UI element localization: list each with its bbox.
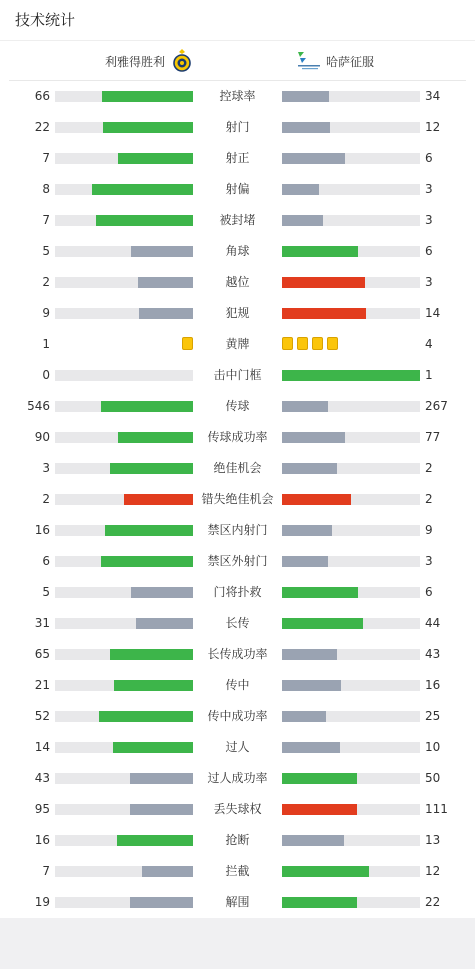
away-value: 6 bbox=[425, 585, 433, 599]
stat-row bbox=[0, 670, 475, 701]
stat-label: 过人 bbox=[225, 740, 250, 754]
away-bar-track bbox=[282, 308, 420, 319]
home-bar-track bbox=[55, 680, 193, 691]
page-title: 技术统计 bbox=[0, 0, 475, 41]
home-bar-track bbox=[55, 184, 193, 195]
away-value: 6 bbox=[425, 244, 433, 258]
stat-row bbox=[0, 825, 475, 856]
stat-row bbox=[0, 577, 475, 608]
away-value: 25 bbox=[425, 709, 441, 723]
home-value: 52 bbox=[34, 709, 50, 723]
away-bar-track bbox=[282, 277, 420, 288]
away-value: 3 bbox=[425, 182, 433, 196]
stat-label: 犯规 bbox=[225, 306, 250, 320]
home-bar-track bbox=[55, 897, 193, 908]
away-value: 267 bbox=[425, 399, 448, 413]
home-bar bbox=[110, 649, 193, 660]
stat-label: 拦截 bbox=[225, 864, 250, 878]
away-value: 13 bbox=[425, 833, 441, 847]
home-bar-track bbox=[55, 649, 193, 660]
away-bar bbox=[282, 370, 420, 381]
stat-label: 击中门框 bbox=[213, 368, 262, 382]
stat-label: 射偏 bbox=[225, 182, 250, 196]
away-bar bbox=[282, 91, 329, 102]
home-bar bbox=[113, 742, 193, 753]
away-bar-track bbox=[282, 184, 420, 195]
stat-label: 错失绝佳机会 bbox=[201, 492, 274, 506]
home-bar bbox=[105, 525, 193, 536]
stat-label: 黄牌 bbox=[225, 337, 250, 351]
home-bar bbox=[118, 153, 193, 164]
stat-row bbox=[0, 298, 475, 329]
home-value: 0 bbox=[42, 368, 50, 382]
away-yellow-cards bbox=[282, 337, 338, 351]
stat-label: 控球率 bbox=[219, 89, 256, 103]
stat-row bbox=[0, 112, 475, 143]
stat-label: 丢失球权 bbox=[213, 802, 262, 816]
home-bar bbox=[96, 215, 193, 226]
away-value: 22 bbox=[425, 895, 441, 909]
home-bar-track bbox=[55, 401, 193, 412]
away-bar-track bbox=[282, 370, 420, 381]
home-bar-track bbox=[55, 246, 193, 257]
away-bar-track bbox=[282, 153, 420, 164]
home-bar-track bbox=[55, 773, 193, 784]
home-bar bbox=[131, 587, 193, 598]
stat-row bbox=[0, 856, 475, 887]
away-bar bbox=[282, 494, 351, 505]
home-team-logo-icon bbox=[173, 48, 191, 75]
stat-row bbox=[0, 236, 475, 267]
stat-label: 角球 bbox=[225, 244, 250, 258]
home-value: 21 bbox=[34, 678, 50, 692]
home-bar bbox=[92, 184, 193, 195]
home-value: 546 bbox=[27, 399, 50, 413]
away-bar bbox=[282, 742, 340, 753]
away-value: 50 bbox=[425, 771, 441, 785]
home-bar bbox=[138, 277, 193, 288]
away-team-name: 哈萨征服 bbox=[326, 54, 375, 69]
away-value: 16 bbox=[425, 678, 441, 692]
home-bar bbox=[130, 897, 193, 908]
away-bar-track bbox=[282, 91, 420, 102]
yellow-card-icon bbox=[312, 337, 323, 350]
away-team[interactable] bbox=[289, 41, 374, 81]
home-bar bbox=[130, 773, 193, 784]
home-value: 95 bbox=[34, 802, 50, 816]
home-bar-track bbox=[55, 153, 193, 164]
home-bar bbox=[117, 835, 193, 846]
stat-label: 被封堵 bbox=[219, 213, 256, 227]
away-bar bbox=[282, 153, 345, 164]
home-bar-track bbox=[55, 587, 193, 598]
home-team-name: 利雅得胜利 bbox=[105, 54, 166, 69]
home-bar bbox=[103, 122, 193, 133]
away-bar bbox=[282, 277, 365, 288]
stat-row bbox=[0, 639, 475, 670]
home-value: 65 bbox=[34, 647, 50, 661]
away-value: 77 bbox=[425, 430, 441, 444]
home-bar bbox=[101, 401, 193, 412]
home-bar-track bbox=[55, 556, 193, 567]
away-bar-track bbox=[282, 804, 420, 815]
home-bar-track bbox=[55, 804, 193, 815]
away-bar-track bbox=[282, 463, 420, 474]
home-bar-track bbox=[55, 711, 193, 722]
away-bar-track bbox=[282, 897, 420, 908]
away-bar-track bbox=[282, 618, 420, 629]
home-bar bbox=[110, 463, 193, 474]
away-value: 9 bbox=[425, 523, 433, 537]
yellow-card-icon bbox=[297, 337, 308, 350]
away-bar bbox=[282, 649, 337, 660]
home-value: 8 bbox=[42, 182, 50, 196]
away-bar bbox=[282, 835, 344, 846]
stat-label: 禁区内射门 bbox=[207, 523, 268, 537]
home-bar bbox=[99, 711, 193, 722]
stat-label: 越位 bbox=[225, 275, 250, 289]
teams-header bbox=[9, 41, 466, 81]
stat-label: 传中成功率 bbox=[207, 709, 268, 723]
home-value: 9 bbox=[42, 306, 50, 320]
away-bar-track bbox=[282, 866, 420, 877]
home-bar-track bbox=[55, 308, 193, 319]
away-bar-track bbox=[282, 215, 420, 226]
away-bar-track bbox=[282, 711, 420, 722]
home-value: 66 bbox=[34, 89, 50, 103]
home-value: 2 bbox=[42, 275, 50, 289]
home-bar bbox=[101, 556, 193, 567]
away-bar-track bbox=[282, 401, 420, 412]
home-value: 7 bbox=[42, 151, 50, 165]
stat-label: 传中 bbox=[225, 678, 250, 692]
away-bar-track bbox=[282, 556, 420, 567]
home-bar bbox=[124, 494, 193, 505]
home-team[interactable] bbox=[105, 41, 191, 81]
away-bar bbox=[282, 556, 328, 567]
home-value: 90 bbox=[34, 430, 50, 444]
away-bar-track bbox=[282, 432, 420, 443]
stat-label: 传球成功率 bbox=[207, 430, 268, 444]
away-bar-track bbox=[282, 525, 420, 536]
home-value: 43 bbox=[34, 771, 50, 785]
yellow-card-icon bbox=[182, 337, 193, 350]
away-value: 14 bbox=[425, 306, 441, 320]
away-bar-track bbox=[282, 122, 420, 133]
away-bar bbox=[282, 432, 345, 443]
away-value: 10 bbox=[425, 740, 441, 754]
away-bar bbox=[282, 711, 326, 722]
away-value: 6 bbox=[425, 151, 433, 165]
away-value: 2 bbox=[425, 492, 433, 506]
home-value: 16 bbox=[34, 833, 50, 847]
home-bar-track bbox=[55, 742, 193, 753]
away-value: 111 bbox=[425, 802, 448, 816]
away-value: 3 bbox=[425, 213, 433, 227]
stat-row bbox=[0, 81, 475, 112]
away-value: 44 bbox=[425, 616, 441, 630]
stat-row bbox=[0, 205, 475, 236]
stat-row bbox=[0, 360, 475, 391]
away-value: 2 bbox=[425, 461, 433, 475]
away-bar bbox=[282, 215, 323, 226]
home-bar bbox=[118, 432, 193, 443]
home-bar bbox=[130, 804, 193, 815]
away-bar bbox=[282, 618, 363, 629]
stat-row bbox=[0, 763, 475, 794]
stat-row bbox=[0, 391, 475, 422]
away-bar bbox=[282, 184, 319, 195]
home-value: 7 bbox=[42, 213, 50, 227]
stat-label: 长传 bbox=[225, 616, 250, 630]
home-bar-track bbox=[55, 494, 193, 505]
home-bar bbox=[131, 246, 193, 257]
home-bar bbox=[136, 618, 193, 629]
yellow-card-icon bbox=[282, 337, 293, 350]
home-value: 19 bbox=[34, 895, 50, 909]
away-bar-track bbox=[282, 649, 420, 660]
home-bar-track bbox=[55, 122, 193, 133]
stat-row bbox=[0, 515, 475, 546]
stat-row bbox=[0, 794, 475, 825]
stat-row bbox=[0, 546, 475, 577]
stat-label: 解围 bbox=[225, 895, 250, 909]
home-bar-track bbox=[55, 215, 193, 226]
stat-label: 绝佳机会 bbox=[213, 461, 262, 475]
stat-row bbox=[0, 329, 475, 360]
home-bar-track bbox=[55, 277, 193, 288]
away-value: 4 bbox=[425, 337, 433, 351]
away-bar-track bbox=[282, 835, 420, 846]
stat-row bbox=[0, 174, 475, 205]
stat-row bbox=[0, 422, 475, 453]
stat-label: 射正 bbox=[225, 151, 250, 165]
stat-label: 射门 bbox=[225, 120, 250, 134]
away-bar bbox=[282, 463, 337, 474]
home-value: 31 bbox=[34, 616, 50, 630]
away-bar bbox=[282, 122, 330, 133]
home-bar bbox=[114, 680, 193, 691]
home-yellow-cards bbox=[182, 337, 193, 351]
stat-label: 过人成功率 bbox=[207, 771, 268, 785]
away-value: 3 bbox=[425, 275, 433, 289]
home-value: 3 bbox=[42, 461, 50, 475]
stat-row bbox=[0, 887, 475, 918]
away-value: 1 bbox=[425, 368, 433, 382]
stats-list bbox=[0, 81, 475, 918]
home-bar bbox=[139, 308, 193, 319]
stat-label: 传球 bbox=[225, 399, 250, 413]
away-bar-track bbox=[282, 680, 420, 691]
away-bar bbox=[282, 804, 357, 815]
away-bar bbox=[282, 866, 369, 877]
away-bar bbox=[282, 587, 358, 598]
away-bar bbox=[282, 773, 357, 784]
stat-row bbox=[0, 608, 475, 639]
away-bar bbox=[282, 246, 358, 257]
away-bar bbox=[282, 401, 328, 412]
stat-row bbox=[0, 732, 475, 763]
away-bar bbox=[282, 308, 366, 319]
away-team-logo-icon bbox=[296, 50, 322, 73]
away-bar-track bbox=[282, 773, 420, 784]
stat-row bbox=[0, 453, 475, 484]
away-bar bbox=[282, 897, 357, 908]
stat-row bbox=[0, 484, 475, 515]
away-bar bbox=[282, 680, 341, 691]
home-value: 14 bbox=[34, 740, 50, 754]
home-bar-track bbox=[55, 835, 193, 846]
home-value: 1 bbox=[42, 337, 50, 351]
stat-label: 抢断 bbox=[225, 833, 250, 847]
home-value: 7 bbox=[42, 864, 50, 878]
away-value: 43 bbox=[425, 647, 441, 661]
away-bar bbox=[282, 525, 332, 536]
home-bar bbox=[102, 91, 193, 102]
away-bar-track bbox=[282, 246, 420, 257]
away-value: 3 bbox=[425, 554, 433, 568]
home-bar-track bbox=[55, 432, 193, 443]
stat-label: 禁区外射门 bbox=[207, 554, 268, 568]
home-bar-track bbox=[55, 91, 193, 102]
home-bar-track bbox=[55, 525, 193, 536]
away-value: 34 bbox=[425, 89, 441, 103]
home-bar-track bbox=[55, 463, 193, 474]
home-value: 6 bbox=[42, 554, 50, 568]
stat-row bbox=[0, 143, 475, 174]
home-bar-track bbox=[55, 370, 193, 381]
away-value: 12 bbox=[425, 120, 441, 134]
away-bar-track bbox=[282, 587, 420, 598]
home-value: 5 bbox=[42, 585, 50, 599]
home-bar-track bbox=[55, 618, 193, 629]
home-value: 16 bbox=[34, 523, 50, 537]
stat-label: 长传成功率 bbox=[207, 647, 268, 661]
stat-row bbox=[0, 701, 475, 732]
home-bar-track bbox=[55, 866, 193, 877]
home-value: 5 bbox=[42, 244, 50, 258]
stat-label: 门将扑救 bbox=[213, 585, 262, 599]
away-value: 12 bbox=[425, 864, 441, 878]
home-value: 22 bbox=[34, 120, 50, 134]
stat-row bbox=[0, 267, 475, 298]
home-value: 2 bbox=[42, 492, 50, 506]
yellow-card-icon bbox=[327, 337, 338, 350]
away-bar-track bbox=[282, 494, 420, 505]
away-bar-track bbox=[282, 742, 420, 753]
home-bar bbox=[142, 866, 193, 877]
